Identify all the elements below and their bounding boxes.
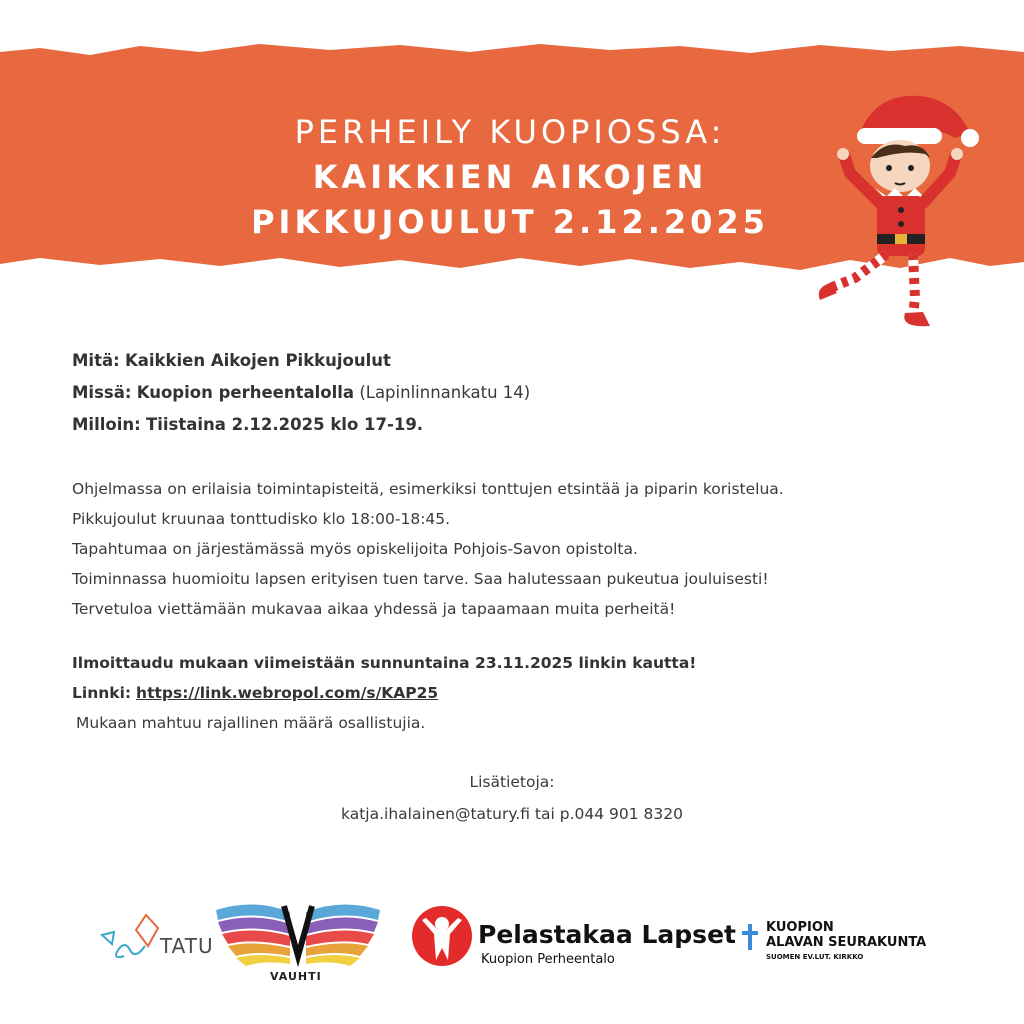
seurakunta-line-1: KUOPION [766, 920, 834, 935]
when-value: Tiistaina 2.12.2025 klo 17-19. [145, 415, 424, 434]
signup-limit: Mukaan mahtuu rajallinen määrä osallistujia. [76, 714, 426, 732]
cross-icon [740, 922, 760, 952]
what-label: Mitä: [72, 351, 120, 370]
description-line: Pikkujoulut kruunaa tonttudisko klo 18:00-18:45. [72, 510, 451, 528]
when-label: Milloin: [72, 415, 141, 434]
link-label: Linnki: [72, 684, 132, 702]
description-line: Toiminnassa huomioitu lapsen erityisen tuen tarve. Saa halutessaan pukeutua jouluisesti! [72, 570, 769, 588]
where-label: Missä: [72, 383, 132, 402]
description-line: Tervetuloa viettämään mukavaa aikaa yhdessä ja tapaamaan muita perheitä! [72, 600, 676, 618]
what-value: Kaikkien Aikojen Pikkujoulut [124, 351, 391, 370]
where-value: Kuopion perheentalolla [136, 383, 355, 402]
signup-deadline: Ilmoittaudu mukaan viimeistään sunnuntaina 23.11.2025 linkin kautta! [72, 654, 697, 672]
description-line: Tapahtumaa on järjestämässä myös opiskelijoita Pohjois-Savon opistolta. [72, 540, 638, 558]
title-line-2: KAIKKIEN AIKOJEN [312, 158, 708, 196]
event-details [72, 345, 530, 441]
pelastakaa-subtitle: Kuopion Perheentalo [481, 952, 615, 967]
seurakunta-name [766, 920, 926, 950]
contact-value: katja.ihalainen@tatury.fi tai p.044 901 8320 [341, 805, 683, 823]
seurakunta-line-3: SUOMEN EV.LUT. KIRKKO [766, 953, 864, 961]
where-address: (Lapinlinnankatu 14) [359, 383, 531, 402]
contact-label: Lisätietoja: [469, 773, 555, 791]
description-line: Ohjelmassa on erilaisia toimintapisteitä, esimerkiksi tonttujen etsintää ja piparin koristelua. [72, 480, 784, 498]
where-line [72, 377, 530, 409]
contact-section [0, 766, 1024, 830]
title-line-3: PIKKUJOULUT 2.12.2025 [251, 203, 769, 241]
when-line [72, 409, 530, 441]
seurakunta-logo [0, 890, 1024, 990]
seurakunta-line-2: ALAVAN SEURAKUNTA [766, 935, 927, 950]
partner-logos [0, 890, 1024, 990]
title-line-1: PERHEILY KUOPIOSSA: [294, 113, 726, 151]
page-title [150, 110, 870, 245]
signup-link[interactable]: https://link.webropol.com/s/KAP25 [136, 684, 439, 702]
pelastakaa-title: Pelastakaa Lapset [478, 920, 736, 949]
signup-section [72, 648, 696, 738]
what-line [72, 345, 530, 377]
event-description [72, 474, 972, 624]
vauhti-text: VAUHTI [270, 970, 322, 983]
elf-illustration [805, 88, 985, 338]
tatu-text: TATU [160, 934, 214, 958]
